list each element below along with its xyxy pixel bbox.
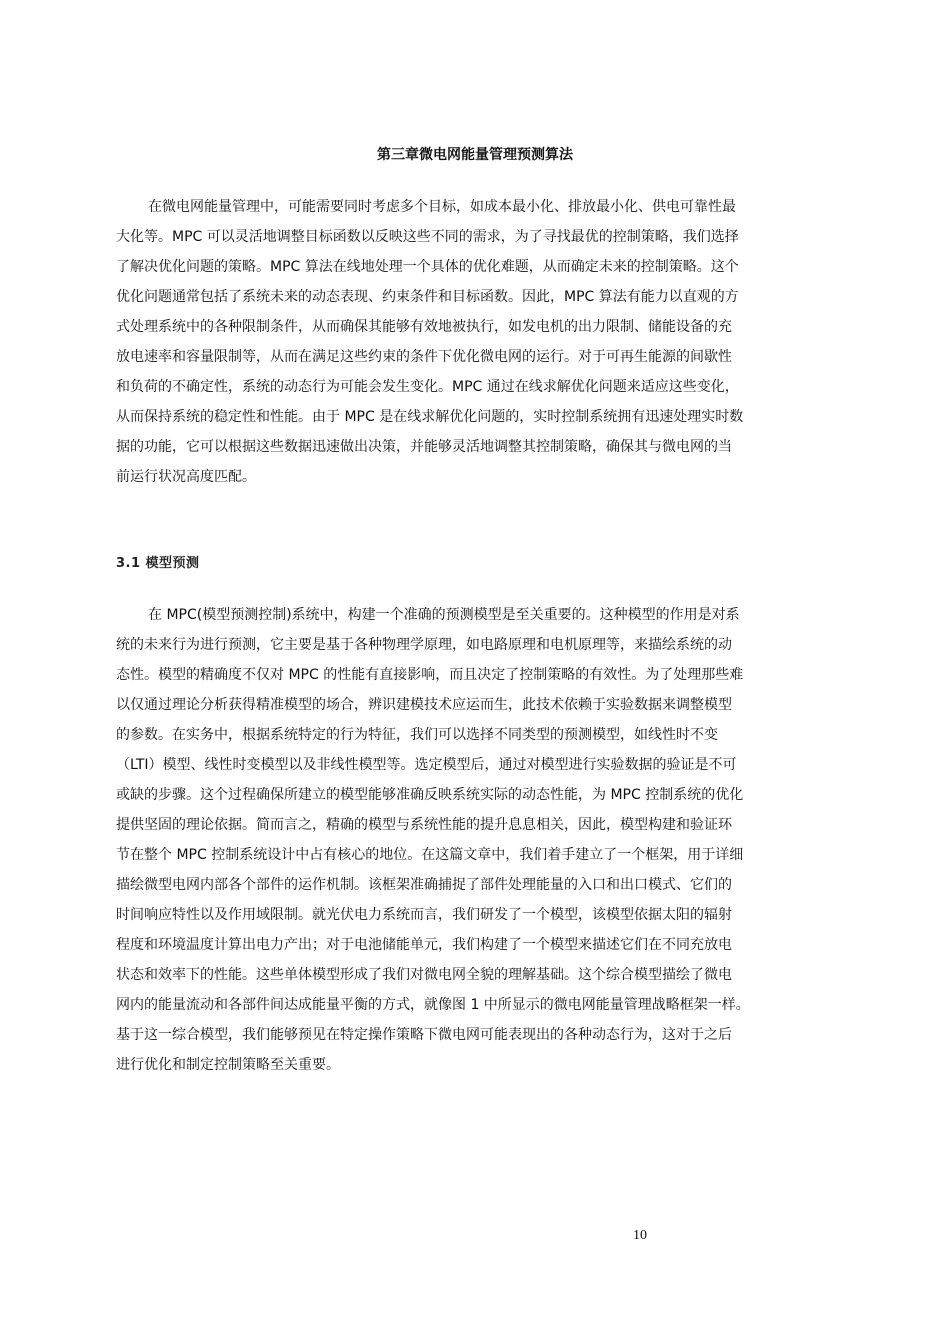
chapter-title: 第三章微电网能量管理预测算法	[377, 147, 573, 163]
paragraph-line: 程度和环境温度计算出电力产出；对于电池储能单元，我们构建了一个模型来描述它们在不同充放电	[116, 937, 732, 953]
section-heading: 3.1 模型预测	[116, 556, 200, 571]
paragraph-line: 进行优化和制定控制策略至关重要。	[116, 1057, 340, 1073]
paragraph-line: 大化等。MPC 可以灵活地调整目标函数以反映这些不同的需求，为了寻找最优的控制策略，我们选择	[116, 229, 739, 245]
paragraph-line: 态性。模型的精确度不仅对 MPC 的性能有直接影响，而且决定了控制策略的有效性。为了处理那些难	[116, 667, 744, 683]
paragraph-line: 在微电网能量管理中，可能需要同时考虑多个目标，如成本最小化、排放最小化、供电可靠性最	[148, 199, 736, 215]
paragraph-line: （LTI）模型、线性时变模型以及非线性模型等。选定模型后，通过对模型进行实验数据的验证是不可	[116, 757, 737, 773]
paragraph-line: 节在整个 MPC 控制系统设计中占有核心的地位。在这篇文章中，我们着手建立了一个框架，用于详细	[116, 847, 744, 863]
paragraph-line: 或缺的步骤。这个过程确保所建立的模型能够准确反映系统实际的动态性能，为 MPC 控制系统的优化	[116, 787, 744, 803]
paragraph-line: 前运行状况高度匹配。	[116, 469, 256, 485]
paragraph-line: 状态和效率下的性能。这些单体模型形成了我们对微电网全貌的理解基础。这个综合模型描绘了微电	[116, 967, 732, 983]
paragraph-line: 以仅通过理论分析获得精准模型的场合，辨识建模技术应运而生，此技术依赖于实验数据来调整模型	[116, 697, 732, 713]
paragraph-line: 基于这一综合模型，我们能够预见在特定操作策略下微电网可能表现出的各种动态行为，这对于之后	[116, 1027, 732, 1043]
paragraph-line: 放电速率和容量限制等，从而在满足这些约束的条件下优化微电网的运行。对于可再生能源的间歇性	[116, 349, 732, 365]
paragraph-line: 在 MPC(模型预测控制)系统中，构建一个准确的预测模型是至关重要的。这种模型的作用是对系	[148, 607, 740, 623]
paragraph-line: 优化问题通常包括了系统未来的动态表现、约束条件和目标函数。因此，MPC 算法有能力以直观的方	[116, 289, 739, 305]
paragraph-line: 统的未来行为进行预测，它主要是基于各种物理学原理，如电路原理和电机原理等，来描绘系统的动	[116, 637, 732, 653]
paragraph-line: 式处理系统中的各种限制条件，从而确保其能够有效地被执行，如发电机的出力限制、储能设备的充	[116, 319, 732, 335]
paragraph-line: 描绘微型电网内部各个部件的运作机制。该框架准确捕捉了部件处理能量的入口和出口模式、它们的	[116, 877, 732, 893]
paragraph-line: 时间响应特性以及作用域限制。就光伏电力系统而言，我们研发了一个模型，该模型依据太阳的辐射	[116, 907, 732, 923]
paragraph-line: 的参数。在实务中，根据系统特定的行为特征，我们可以选择不同类型的预测模型，如线性时不变	[116, 727, 718, 743]
paragraph-line: 了解决优化问题的策略。MPC 算法在线地处理一个具体的优化难题，从而确定未来的控制策略。这个	[116, 259, 739, 275]
paragraph-line: 据的功能，它可以根据这些数据迅速做出决策，并能够灵活地调整其控制策略，确保其与微电网的当	[116, 439, 732, 455]
paragraph-line: 提供坚固的理论依据。简而言之，精确的模型与系统性能的提升息息相关，因此，模型构建和验证环	[116, 817, 732, 833]
page-number: 10	[633, 1228, 647, 1243]
paragraph-line: 和负荷的不确定性，系统的动态行为可能会发生变化。MPC 通过在线求解优化问题来适应这些变化，	[116, 379, 739, 395]
paragraph-line: 从而保持系统的稳定性和性能。由于 MPC 是在线求解优化问题的，实时控制系统拥有迅速处理实时数	[116, 409, 744, 425]
paragraph-line: 网内的能量流动和各部件间达成能量平衡的方式，就像图 1 中所显示的微电网能量管理战略框架一样。	[116, 997, 750, 1013]
